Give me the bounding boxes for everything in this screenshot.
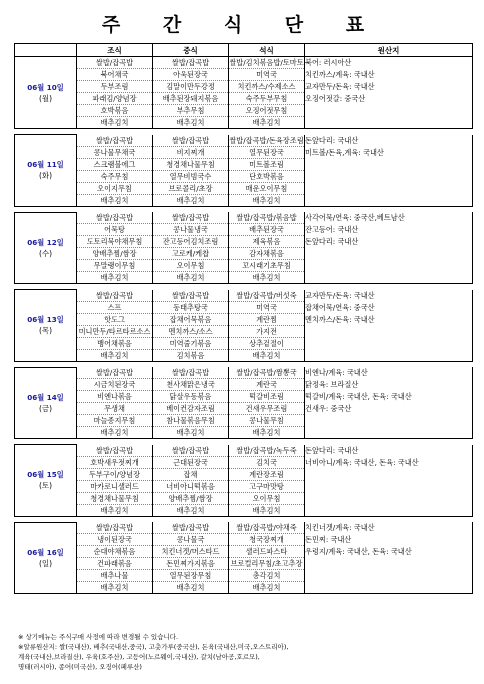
breakfast-item: 쌀밥/잡곡밥 bbox=[77, 135, 153, 147]
origin-item bbox=[305, 117, 473, 129]
lunch-item: 치킨너겟/머스타드 bbox=[153, 546, 229, 558]
origin-item: 치킨너겟/계육: 국내산 bbox=[305, 522, 473, 534]
breakfast-item: 쌀밥/잡곡밥 bbox=[77, 57, 153, 69]
dinner-item: 배추김치 bbox=[229, 427, 305, 439]
dinner-item: 콩나물무침 bbox=[229, 415, 305, 427]
dinner-item: 건새우무조림 bbox=[229, 403, 305, 415]
lunch-item: 배추김치 bbox=[153, 272, 229, 284]
dinner-item: 배추김치 bbox=[229, 582, 305, 594]
header-date bbox=[15, 44, 77, 57]
lunch-item: 콩나물국 bbox=[153, 534, 229, 546]
lunch-item: 닭살우동볶음 bbox=[153, 391, 229, 403]
menu-row bbox=[15, 546, 473, 558]
menu-row bbox=[15, 182, 473, 194]
origin-item: 돈앞다리: 국내산 bbox=[305, 135, 473, 147]
page-title: 주 간 식 단 표 bbox=[101, 14, 383, 36]
menu-row bbox=[15, 445, 473, 457]
day-of-week: (일) bbox=[38, 558, 53, 568]
origin-item bbox=[305, 105, 473, 117]
menu-row bbox=[15, 558, 473, 570]
header-lunch: 중식 bbox=[153, 44, 229, 57]
origin-item: 북어: 러시아산 bbox=[305, 57, 473, 69]
notes bbox=[18, 632, 478, 672]
origin-item bbox=[305, 337, 473, 349]
menu-row bbox=[15, 468, 473, 480]
origin-item: 멘치까스/돈육: 국내산 bbox=[305, 313, 473, 325]
dinner-item: 고구마맛탕 bbox=[229, 480, 305, 492]
origin-item: 교자만두/돈육: 국내산 bbox=[305, 290, 473, 302]
breakfast-item: 양배추찜/쌈장 bbox=[77, 248, 153, 260]
dinner-item: 미역국 bbox=[229, 301, 305, 313]
dinner-item: 감자채볶음 bbox=[229, 248, 305, 260]
menu-row bbox=[15, 260, 473, 272]
lunch-item: 브로콜리/초장 bbox=[153, 182, 229, 194]
header-origin: 원산지 bbox=[305, 44, 473, 57]
dinner-item: 꼬시래기초무침 bbox=[229, 260, 305, 272]
origin-item bbox=[305, 170, 473, 182]
origin-item bbox=[305, 427, 473, 439]
breakfast-item: 청경채나물무침 bbox=[77, 492, 153, 504]
menu-row bbox=[15, 224, 473, 236]
day-of-week: (목) bbox=[38, 326, 53, 336]
breakfast-item: 배추김치 bbox=[77, 194, 153, 206]
menu-row bbox=[15, 57, 473, 69]
menu-row bbox=[15, 105, 473, 117]
origin-item: 비엔나/계육: 국내산 bbox=[305, 367, 473, 379]
breakfast-item: 배추나물 bbox=[77, 570, 153, 582]
dinner-item: 배추김치 bbox=[229, 349, 305, 361]
lunch-item: 부추무침 bbox=[153, 105, 229, 117]
breakfast-item: 무말랭이무침 bbox=[77, 260, 153, 272]
lunch-item: 오이무침 bbox=[153, 260, 229, 272]
origin-item: 잡채어묵/연육: 중국산 bbox=[305, 301, 473, 313]
dinner-item: 계란장조림 bbox=[229, 468, 305, 480]
dinner-item: 제육볶음 bbox=[229, 236, 305, 248]
origin-item bbox=[305, 272, 473, 284]
origin-item: 돈앞다리: 국내산 bbox=[305, 236, 473, 248]
dinner-item: 열무된장국 bbox=[229, 146, 305, 158]
lunch-item: 양배추찜/쌈장 bbox=[153, 492, 229, 504]
dinner-item: 계란국 bbox=[229, 379, 305, 391]
breakfast-item: 호박새우젓찌개 bbox=[77, 456, 153, 468]
breakfast-item: 도토리묵야채무침 bbox=[77, 236, 153, 248]
menu-row bbox=[15, 212, 473, 224]
lunch-item: 멘치까스/소스 bbox=[153, 325, 229, 337]
lunch-item: 배추된장돼지볶음 bbox=[153, 93, 229, 105]
lunch-item: 돈민찌가지볶음 bbox=[153, 558, 229, 570]
day-of-week: (수) bbox=[38, 248, 53, 258]
menu-row bbox=[15, 194, 473, 206]
origin-item: 우렁지/계육: 국내산, 돈육: 국내산 bbox=[305, 546, 473, 558]
menu-row bbox=[15, 403, 473, 415]
menu-row bbox=[15, 582, 473, 594]
origin-item: 떡갈비/계육: 국내산, 돈육: 국내산 bbox=[305, 391, 473, 403]
origin-item: 건새우: 중국산 bbox=[305, 403, 473, 415]
dinner-item: 떡갈비조림 bbox=[229, 391, 305, 403]
lunch-item: 고로케/케찹 bbox=[153, 248, 229, 260]
menu-row bbox=[15, 522, 473, 534]
origin-item bbox=[305, 570, 473, 582]
lunch-item: 잡채 bbox=[153, 468, 229, 480]
breakfast-item: 배추김치 bbox=[77, 582, 153, 594]
menu-row bbox=[15, 391, 473, 403]
lunch-item: 잡채어묵볶음 bbox=[153, 313, 229, 325]
origin-item bbox=[305, 415, 473, 427]
menu-row bbox=[15, 570, 473, 582]
origin-item bbox=[305, 349, 473, 361]
lunch-item: 쌀밥/잡곡밥 bbox=[153, 445, 229, 457]
note-line: ※알류원산지: 쌀(국내산), 배추(국내산,중국), 고춧가루(중국산), 돈육(국내산,미국,오스트리아), bbox=[18, 643, 289, 651]
day-date-cell bbox=[15, 57, 77, 129]
day-date-cell bbox=[15, 522, 77, 594]
breakfast-item: 호박볶음 bbox=[77, 105, 153, 117]
lunch-item: 참나물볶음무침 bbox=[153, 415, 229, 427]
header-dinner: 석식 bbox=[229, 44, 305, 57]
dinner-item: 쌀밥/김치볶음밥/토마토 bbox=[229, 58, 304, 67]
breakfast-item: 미니만두/타르타르소스 bbox=[77, 325, 153, 337]
menu-row bbox=[15, 146, 473, 158]
breakfast-item: 핫도그 bbox=[77, 313, 153, 325]
menu-row bbox=[15, 170, 473, 182]
breakfast-item: 배추김치 bbox=[77, 272, 153, 284]
lunch-item: 근대된장국 bbox=[153, 456, 229, 468]
header-row bbox=[15, 44, 473, 57]
day-of-week: (금) bbox=[38, 403, 53, 413]
day-date: 06월 15일 bbox=[27, 470, 64, 480]
day-of-week: (토) bbox=[38, 481, 53, 491]
lunch-item: 미역줄기볶음 bbox=[153, 337, 229, 349]
lunch-item: 비지찌개 bbox=[153, 146, 229, 158]
note-line: 계육(국내산,브라질산), 우육(호주산), 고등어(노르웨이,국내산), 갈치(남아공,호르모), bbox=[18, 653, 260, 661]
origin-item bbox=[305, 582, 473, 594]
dinner-item: 배추된장국 bbox=[229, 224, 305, 236]
dinner-item: 쌀밥/잡곡밥/돈육장조림 bbox=[229, 135, 304, 145]
menu-row bbox=[15, 158, 473, 170]
breakfast-item: 숙주무침 bbox=[77, 170, 153, 182]
breakfast-item: 북어채국 bbox=[77, 69, 153, 81]
lunch-item: 너비아니떡볶음 bbox=[153, 480, 229, 492]
breakfast-item: 마카로니샐러드 bbox=[77, 480, 153, 492]
weekly-menu-table bbox=[14, 43, 473, 594]
dinner-item: 배추김치 bbox=[229, 504, 305, 516]
breakfast-item: 오이지무침 bbox=[77, 182, 153, 194]
dinner-item: 미트볼조림 bbox=[229, 158, 305, 170]
day-date-cell bbox=[15, 212, 77, 284]
origin-item bbox=[305, 182, 473, 194]
origin-item: 미트볼/돈육,계육: 국내산 bbox=[305, 146, 473, 158]
dinner-item: 청국장찌개 bbox=[229, 534, 305, 546]
note-line: ※ 상기메뉴는 주식구매 사정에 따라 변경될 수 있습니다. bbox=[18, 633, 179, 641]
lunch-item: 배추김치 bbox=[153, 582, 229, 594]
breakfast-item: 배추김치 bbox=[77, 349, 153, 361]
day-date-cell bbox=[15, 445, 77, 517]
dinner-item: 김치국 bbox=[229, 456, 305, 468]
menu-row bbox=[15, 135, 473, 147]
breakfast-item: 쌀밥/잡곡밥 bbox=[77, 290, 153, 302]
breakfast-item: 쌀밥/잡곡밥 bbox=[77, 367, 153, 379]
menu-row bbox=[15, 480, 473, 492]
dinner-item: 브로컬리무침/초고추장 bbox=[229, 558, 305, 570]
dinner-item: 상추겉절이 bbox=[229, 337, 305, 349]
dinner-item: 미역국 bbox=[229, 69, 305, 81]
menu-row bbox=[15, 272, 473, 284]
origin-item bbox=[305, 325, 473, 337]
day-date: 06월 10일 bbox=[27, 82, 64, 92]
dinner-item: 쌀밥/잡곡밥/볶음밥 bbox=[229, 212, 305, 224]
menu-row bbox=[15, 69, 473, 81]
day-date: 06월 14일 bbox=[27, 392, 64, 402]
breakfast-item: 비엔나볶음 bbox=[77, 391, 153, 403]
menu-row bbox=[15, 81, 473, 93]
dinner-item: 쌀밥/잡곡밥/짬뽕국 bbox=[229, 367, 305, 379]
lunch-item: 쌀밥/잡곡밥 bbox=[153, 522, 229, 534]
lunch-item: 열무된장무침 bbox=[153, 570, 229, 582]
lunch-item: 천사채맑은냉국 bbox=[153, 379, 229, 391]
dinner-item: 쌀밥/잡곡밥/야채죽 bbox=[229, 522, 305, 534]
note-line: 명태(러시아), 종어(미국산), 오징어(페루산) bbox=[18, 663, 142, 671]
menu-row bbox=[15, 248, 473, 260]
menu-row bbox=[15, 325, 473, 337]
lunch-item: 배추김치 bbox=[153, 504, 229, 516]
lunch-item: 김말이만두강정 bbox=[153, 81, 229, 93]
breakfast-item: 스크램블에그 bbox=[77, 158, 153, 170]
lunch-item: 청경채나물무침 bbox=[153, 158, 229, 170]
breakfast-item: 순대야채볶음 bbox=[77, 546, 153, 558]
lunch-item: 배추김치 bbox=[153, 117, 229, 129]
lunch-item: 김치볶음 bbox=[153, 349, 229, 361]
dinner-item: 배추김치 bbox=[229, 117, 305, 129]
breakfast-item: 쌀밥/잡곡밥 bbox=[77, 522, 153, 534]
lunch-item: 쌀밥/잡곡밥 bbox=[153, 135, 229, 147]
menu-row bbox=[15, 236, 473, 248]
dinner-item: 샐러드파스타 bbox=[229, 546, 305, 558]
menu-row bbox=[15, 456, 473, 468]
dinner-item: 오이무침 bbox=[229, 492, 305, 504]
dinner-item: 치킨까스/수제소스 bbox=[229, 81, 305, 93]
lunch-item: 베이컨감자조림 bbox=[153, 403, 229, 415]
origin-item: 잔고등어: 국내산 bbox=[305, 224, 473, 236]
breakfast-item: 쌀밥/잡곡밥 bbox=[77, 445, 153, 457]
dinner-item: 숙주두부무침 bbox=[229, 93, 305, 105]
origin-item: 오징어젓갈: 중국산 bbox=[305, 93, 473, 105]
menu-row bbox=[15, 504, 473, 516]
lunch-item: 쌀밥/잡곡밥 bbox=[153, 367, 229, 379]
origin-item: 치킨까스/계육: 국내산 bbox=[305, 69, 473, 81]
dinner-item: 배추김치 bbox=[229, 194, 305, 206]
origin-item bbox=[305, 492, 473, 504]
dinner-item: 계란찜 bbox=[229, 313, 305, 325]
origin-item bbox=[305, 468, 473, 480]
origin-item: 닭정육: 브라질산 bbox=[305, 379, 473, 391]
menu-row bbox=[15, 379, 473, 391]
origin-item bbox=[305, 158, 473, 170]
breakfast-item: 건파래볶음 bbox=[77, 558, 153, 570]
day-of-week: (월) bbox=[38, 93, 53, 103]
day-date-cell bbox=[15, 135, 77, 207]
dinner-item: 쌀밥/잡곡밥/버섯죽 bbox=[229, 290, 305, 302]
breakfast-item: 무생채 bbox=[77, 403, 153, 415]
breakfast-item: 두부조림 bbox=[77, 81, 153, 93]
breakfast-item: 냉이된장국 bbox=[77, 534, 153, 546]
breakfast-item: 쌀밥/잡곡밥 bbox=[77, 212, 153, 224]
menu-row bbox=[15, 93, 473, 105]
header-breakfast: 조식 bbox=[77, 44, 153, 57]
dinner-item: 매운오이무침 bbox=[229, 182, 305, 194]
breakfast-item: 파래김/양념장 bbox=[77, 93, 153, 105]
origin-item: 너비아니/계육: 국내산, 돈육: 국내산 bbox=[305, 456, 473, 468]
origin-item: 돈민찌: 국내산 bbox=[305, 534, 473, 546]
breakfast-item: 두부구이/양념장 bbox=[77, 468, 153, 480]
day-of-week: (화) bbox=[38, 171, 53, 181]
lunch-item: 동태추탕국 bbox=[153, 301, 229, 313]
day-date-cell bbox=[15, 367, 77, 439]
dinner-item: 배추김치 bbox=[229, 272, 305, 284]
origin-item bbox=[305, 504, 473, 516]
menu-row bbox=[15, 367, 473, 379]
breakfast-item: 시금치된장국 bbox=[77, 379, 153, 391]
origin-item bbox=[305, 248, 473, 260]
day-date-cell bbox=[15, 290, 77, 362]
lunch-item: 쌀밥/잡곡밥 bbox=[153, 212, 229, 224]
dinner-item: 오징어젓무침 bbox=[229, 105, 305, 117]
lunch-item: 아욱된장국 bbox=[153, 69, 229, 81]
dinner-item: 쌀밥/잡곡밥/녹두죽 bbox=[229, 445, 305, 457]
menu-row bbox=[15, 117, 473, 129]
menu-row bbox=[15, 415, 473, 427]
day-date: 06월 16일 bbox=[27, 547, 64, 557]
origin-item: 사각어묵/연육: 중국산,베트남산 bbox=[305, 212, 473, 224]
menu-row bbox=[15, 427, 473, 439]
origin-item bbox=[305, 480, 473, 492]
breakfast-item: 배추김치 bbox=[77, 117, 153, 129]
menu-row bbox=[15, 301, 473, 313]
menu-row bbox=[15, 492, 473, 504]
dinner-item: 총각김치 bbox=[229, 570, 305, 582]
origin-item: 돈앞다리: 국내산 bbox=[305, 445, 473, 457]
breakfast-item: 마늘종지무침 bbox=[77, 415, 153, 427]
menu-row bbox=[15, 313, 473, 325]
menu-row bbox=[15, 337, 473, 349]
breakfast-item: 배추김치 bbox=[77, 504, 153, 516]
day-date: 06월 12일 bbox=[27, 237, 64, 247]
breakfast-item: 뱅어채볶음 bbox=[77, 337, 153, 349]
origin-item: 교자만두/돈육: 국내산 bbox=[305, 81, 473, 93]
breakfast-item: 콩나물무채국 bbox=[77, 146, 153, 158]
day-date: 06월 13일 bbox=[27, 315, 64, 325]
menu-row bbox=[15, 534, 473, 546]
menu-row bbox=[15, 349, 473, 361]
dinner-item: 가지전 bbox=[229, 325, 305, 337]
origin-item bbox=[305, 260, 473, 272]
lunch-item: 열무비빔국수 bbox=[153, 170, 229, 182]
menu-body bbox=[15, 57, 473, 594]
day-date: 06월 11일 bbox=[27, 160, 64, 170]
lunch-item: 쌀밥/잡곡밥 bbox=[153, 57, 229, 69]
origin-item bbox=[305, 194, 473, 206]
lunch-item: 쌀밥/잡곡밥 bbox=[153, 290, 229, 302]
dinner-item: 단호박볶음 bbox=[229, 170, 305, 182]
lunch-item: 잔고등어김치조림 bbox=[153, 236, 229, 248]
breakfast-item: 배추김치 bbox=[77, 427, 153, 439]
origin-item bbox=[305, 558, 473, 570]
menu-row bbox=[15, 290, 473, 302]
lunch-item: 배추김치 bbox=[153, 194, 229, 206]
lunch-item: 배추김치 bbox=[153, 427, 229, 439]
lunch-item: 콩나물냉국 bbox=[153, 224, 229, 236]
breakfast-item: 스프 bbox=[77, 301, 153, 313]
breakfast-item: 어묵탕 bbox=[77, 224, 153, 236]
